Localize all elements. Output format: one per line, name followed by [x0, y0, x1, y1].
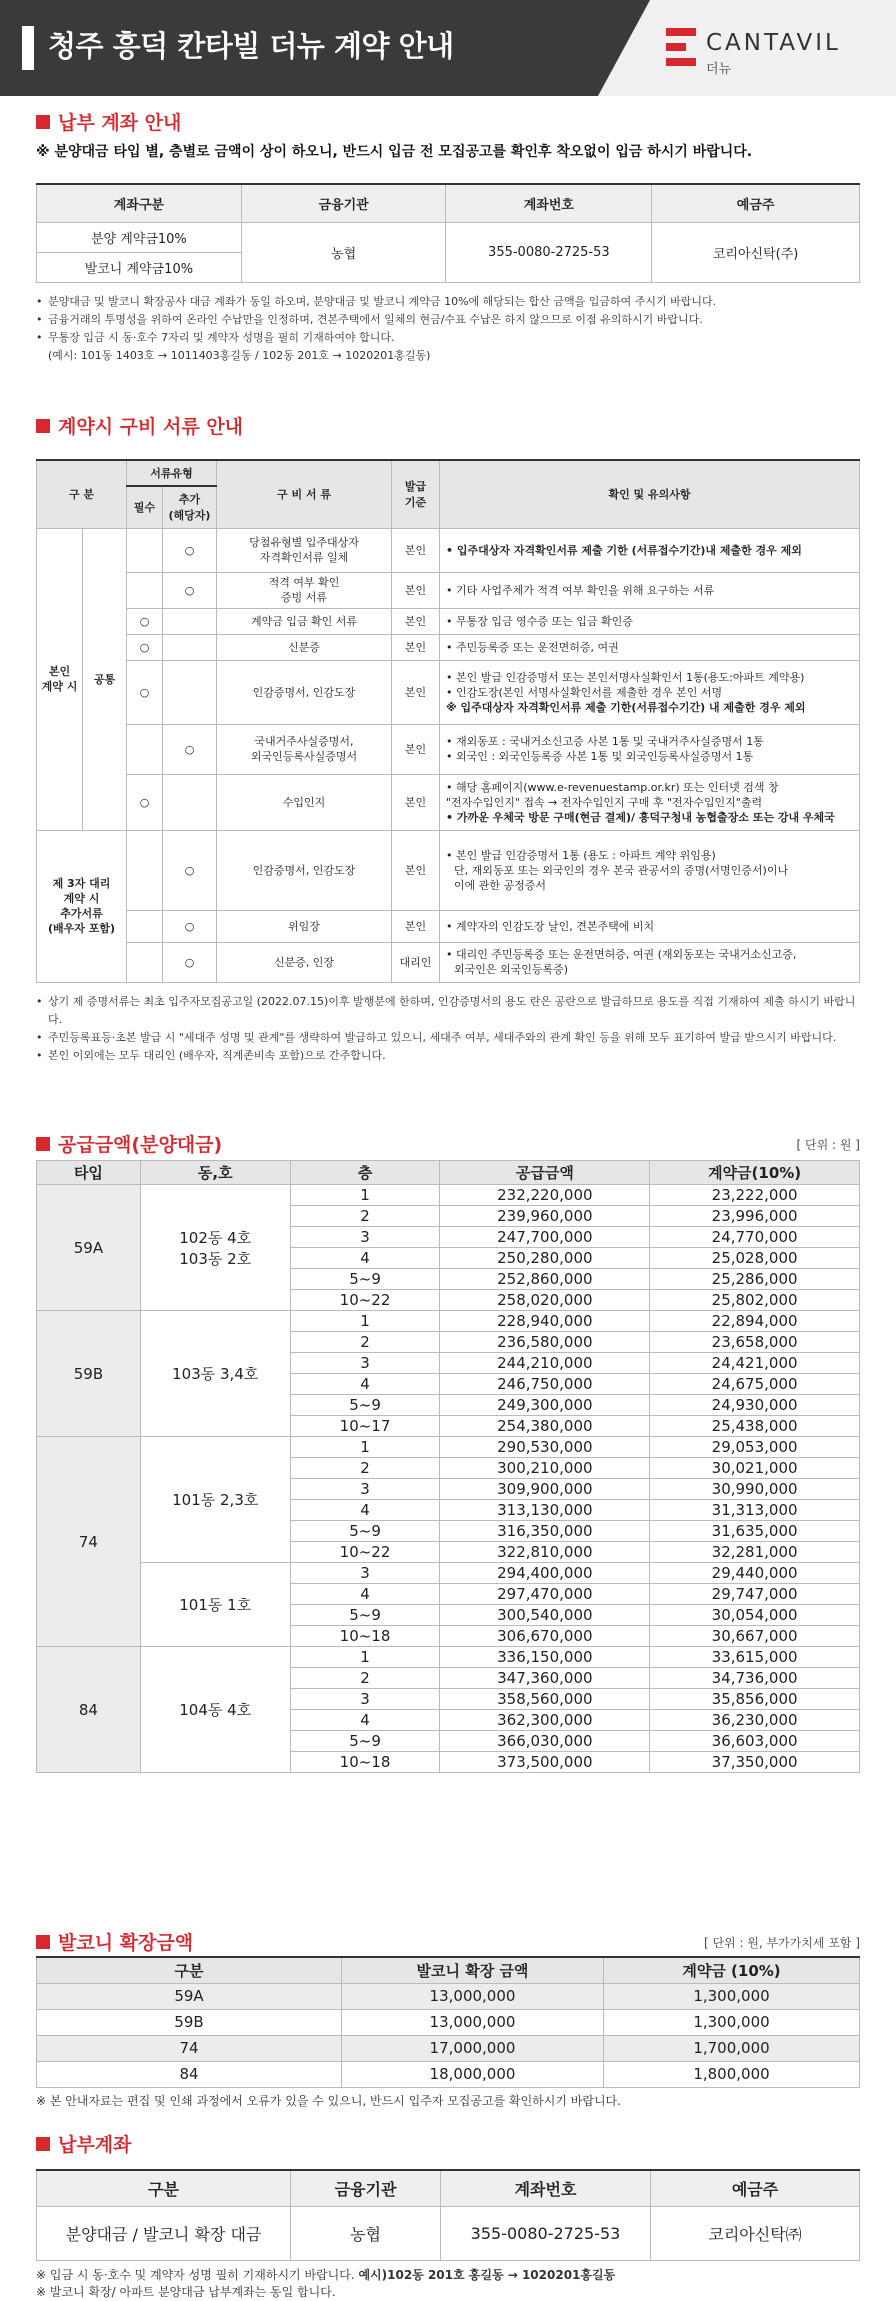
balcony-deposit: 1,800,000 [604, 2061, 860, 2087]
table-header: 금융기관 [241, 184, 446, 222]
doc-basis: 본인 [392, 660, 440, 724]
supply-price: 294,400,000 [440, 1563, 650, 1584]
docs-notes [36, 993, 860, 1065]
supply-deposit: 29,747,000 [650, 1584, 860, 1605]
supply-deposit: 36,230,000 [650, 1710, 860, 1731]
supply-price: 366,030,000 [440, 1731, 650, 1752]
logo-brand: CANTAVIL [706, 30, 841, 56]
mark-cell: ○ [163, 572, 217, 608]
supply-dong-ho: 103동 3,4호 [140, 1311, 290, 1437]
supply-floor: 10~22 [290, 1542, 440, 1563]
supply-price: 239,960,000 [440, 1206, 650, 1227]
doc-note-line: • 본인 발급 인감증명서 1통 (용도 : 아파트 계약 위임용) [446, 848, 716, 862]
table-header: 계좌번호 [446, 184, 652, 222]
supply-floor: 5~9 [290, 1269, 440, 1290]
doc-basis: 대리인 [392, 942, 440, 982]
account-number: 355-0080-2725-53 [446, 222, 652, 282]
balcony-deposit: 1,300,000 [604, 2009, 860, 2035]
supply-price: 362,300,000 [440, 1710, 650, 1731]
doc-name: 인감증명서, 인감도장 [217, 830, 392, 910]
balcony-type: 59A [37, 1983, 342, 2009]
supply-floor: 4 [290, 1248, 440, 1269]
supply-floor: 10~18 [290, 1626, 440, 1647]
supply-price: 249,300,000 [440, 1395, 650, 1416]
supply-deposit: 30,667,000 [650, 1626, 860, 1647]
table-header: 확인 및 유의사항 [440, 460, 860, 528]
supply-deposit: 34,736,000 [650, 1668, 860, 1689]
supply-deposit: 32,281,000 [650, 1542, 860, 1563]
supply-floor: 4 [290, 1584, 440, 1605]
table-header: 공급금액 [440, 1161, 650, 1185]
doc-note-line: "전자수입인지" 접속 → 전자수입인지 구매 후 "전자수입인지"출력 [446, 795, 763, 809]
supply-floor: 5~9 [290, 1395, 440, 1416]
mark-cell [163, 634, 217, 660]
supply-heading: 공급금액(분양대금) [36, 1130, 222, 1157]
account-table [36, 183, 860, 283]
table-row [37, 1647, 860, 1668]
docs-group-proxy: 제 3자 대리 계약 시 추가서류 (배우자 포함) [37, 830, 127, 982]
doc-note-line: 단, 재외동포 또는 외국인의 경우 본국 관공서의 증명(서명인증서)이나 [454, 863, 789, 877]
payment-heading: 납부계좌 [36, 2130, 860, 2157]
mark-cell: ○ [127, 774, 163, 830]
doc-name: 위임장 [217, 910, 392, 942]
table-row [37, 1563, 860, 1584]
doc-note: • 기타 사업주체가 적격 여부 확인을 위해 요구하는 서류 [440, 572, 860, 608]
supply-deposit: 25,438,000 [650, 1416, 860, 1437]
supply-price: 306,670,000 [440, 1626, 650, 1647]
doc-name: 국내거주사실증명서, 외국인등록사실증명서 [217, 724, 392, 774]
doc-name: 신분증 [217, 634, 392, 660]
mark-cell: ○ [127, 634, 163, 660]
doc-note-line: • 해당 홈페이지(www.e-revenuestamp.or.kr) 또는 인터넷 검색 창 [446, 780, 779, 794]
supply-type: 59A [37, 1185, 141, 1311]
supply-price: 236,580,000 [440, 1332, 650, 1353]
table-header: 추가 (해당자) [163, 486, 217, 528]
supply-floor: 10~22 [290, 1290, 440, 1311]
docs-section [36, 412, 860, 1065]
square-bullet-icon [36, 2137, 50, 2151]
balcony-deposit: 1,700,000 [604, 2035, 860, 2061]
supply-price: 232,220,000 [440, 1185, 650, 1206]
table-header: 타입 [37, 1161, 141, 1185]
supply-deposit: 25,802,000 [650, 1290, 860, 1311]
logo-mark-icon [666, 28, 696, 66]
supply-floor: 1 [290, 1311, 440, 1332]
doc-note-line: • 외국인 : 외국인등록증 사본 1통 및 외국인등록사실증명서 1통 [446, 750, 754, 763]
doc-note-line: • 본인 발급 인감증명서 또는 본인서명사실확인서 1통(용도:아파트 계약용) [446, 670, 805, 684]
balcony-type: 74 [37, 2035, 342, 2061]
payment-category: 분양대금 / 발코니 확장 대금 [37, 2206, 291, 2260]
mark-cell: ○ [127, 608, 163, 634]
supply-price: 313,130,000 [440, 1500, 650, 1521]
supply-deposit: 24,770,000 [650, 1227, 860, 1248]
supply-price: 247,700,000 [440, 1227, 650, 1248]
supply-deposit: 33,615,000 [650, 1647, 860, 1668]
supply-deposit: 37,350,000 [650, 1752, 860, 1773]
table-header: 예금주 [652, 184, 860, 222]
mark-cell [127, 724, 163, 774]
mark-cell: ○ [127, 660, 163, 724]
supply-dong-ho: 104동 4호 [140, 1647, 290, 1773]
supply-floor: 3 [290, 1689, 440, 1710]
table-header: 계좌구분 [37, 184, 242, 222]
supply-table-body [37, 1185, 860, 1773]
table-header: 예금주 [651, 2170, 860, 2206]
mark-cell [127, 910, 163, 942]
doc-note: • 입주대상자 자격확인서류 제출 기한 (서류접수기간)내 제출한 경우 제외 [440, 528, 860, 572]
supply-price: 254,380,000 [440, 1416, 650, 1437]
doc-note-line: • 재외동포 : 국내거소신고증 사본 1통 및 국내거주사실증명서 1통 [446, 735, 764, 748]
account-section [36, 108, 860, 365]
table-row [37, 1437, 860, 1458]
supply-price: 316,350,000 [440, 1521, 650, 1542]
supply-floor: 1 [290, 1437, 440, 1458]
balcony-table [36, 1956, 860, 2088]
supply-floor: 2 [290, 1668, 440, 1689]
doc-note: • 계약자의 인감도장 날인, 견본주택에 비치 [440, 910, 860, 942]
balcony-table-wrap [36, 1956, 860, 2110]
doc-basis: 본인 [392, 572, 440, 608]
supply-deposit: 35,856,000 [650, 1689, 860, 1710]
doc-name: 계약금 입금 확인 서류 [217, 608, 392, 634]
mark-cell [127, 528, 163, 572]
supply-floor: 4 [290, 1500, 440, 1521]
supply-type: 74 [37, 1437, 141, 1647]
table-header: 층 [290, 1161, 440, 1185]
supply-price: 250,280,000 [440, 1248, 650, 1269]
account-row-label: 발코니 계약금10% [37, 252, 242, 282]
doc-note [440, 660, 860, 724]
doc-basis: 본인 [392, 608, 440, 634]
table-row [37, 1983, 860, 2009]
mark-cell: ○ [163, 528, 217, 572]
supply-dong-ho: 102동 4호 103동 2호 [140, 1185, 290, 1311]
supply-deposit: 24,421,000 [650, 1353, 860, 1374]
note-item: • 주민등록표등·초본 발급 시 "세대주 성명 및 관계"를 생략하여 발급하고 있으니, 세대주 여부, 세대주와의 관계 확인 등을 위해 모두 표기하여 발급 받으시기 바랍니다. [36, 1029, 860, 1047]
table-header: 계약금(10%) [650, 1161, 860, 1185]
supply-floor: 2 [290, 1206, 440, 1227]
table-row [37, 2061, 860, 2087]
supply-table [36, 1160, 860, 1773]
table-header: 계좌번호 [441, 2170, 651, 2206]
note-item: • 무통장 입금 시 동·호수 7자리 및 계약자 성명을 필히 기재하여야 합니다. [36, 329, 860, 347]
supply-type: 59B [37, 1311, 141, 1437]
supply-deposit: 31,313,000 [650, 1500, 860, 1521]
supply-section [36, 1130, 222, 1157]
doc-basis: 본인 [392, 910, 440, 942]
doc-note-line: • 대리인 주민등록증 또는 운전면허증, 여권 (재외동포는 국내거소신고증, [446, 948, 797, 961]
docs-heading: 계약시 구비 서류 안내 [36, 412, 860, 439]
doc-note-line: 이에 관한 공정증서 [454, 878, 547, 892]
doc-note [440, 774, 860, 830]
supply-deposit: 24,675,000 [650, 1374, 860, 1395]
account-heading: 납부 계좌 안내 [36, 108, 860, 135]
balcony-price: 13,000,000 [342, 1983, 604, 2009]
supply-price: 358,560,000 [440, 1689, 650, 1710]
supply-price: 300,540,000 [440, 1605, 650, 1626]
mark-cell [163, 774, 217, 830]
doc-note-line: • 인감도장(본인 서명사실확인서를 제출한 경우 본인 서명 [446, 685, 723, 699]
supply-price: 244,210,000 [440, 1353, 650, 1374]
doc-name: 수입인지 [217, 774, 392, 830]
supply-deposit: 23,222,000 [650, 1185, 860, 1206]
square-bullet-icon [36, 419, 50, 433]
square-bullet-icon [36, 1935, 50, 1949]
mark-cell [127, 942, 163, 982]
table-header: 계약금 (10%) [604, 1957, 860, 1983]
doc-basis: 본인 [392, 724, 440, 774]
supply-deposit: 30,990,000 [650, 1479, 860, 1500]
doc-basis: 본인 [392, 528, 440, 572]
supply-deposit: 29,440,000 [650, 1563, 860, 1584]
mark-cell: ○ [163, 724, 217, 774]
docs-group-common: 공통 [83, 528, 127, 830]
balcony-table-body [37, 1983, 860, 2087]
note-item: • 금융거래의 투명성을 위하여 온라인 수납만을 인정하며, 견본주택에서 일체의 현금/수표 수납은 하지 않으므로 이점 유의하시기 바랍니다. [36, 311, 860, 329]
doc-note-line: • 가까운 우체국 방문 구매(현금 결제)/ 흥덕구청내 농협출장소 또는 강내 우체국 [446, 810, 835, 824]
account-notes [36, 293, 860, 365]
balcony-price: 13,000,000 [342, 2009, 604, 2035]
note-item: • 상기 제 증명서류는 최초 입주자모집공고일 (2022.07.15)이후 발행분에 한하며, 인감증명서의 용도 란은 공란으로 발급하므로 용도를 직접 기재하여 제출 하시기 바랍니다. [36, 993, 860, 1029]
supply-deposit: 30,021,000 [650, 1458, 860, 1479]
table-header: 발코니 확장 금액 [342, 1957, 604, 1983]
supply-table-wrap [36, 1160, 860, 1773]
mark-cell: ○ [163, 910, 217, 942]
doc-note [440, 830, 860, 910]
doc-basis: 본인 [392, 774, 440, 830]
supply-deposit: 31,635,000 [650, 1521, 860, 1542]
supply-price: 373,500,000 [440, 1752, 650, 1773]
table-header: 구분 [37, 2170, 291, 2206]
supply-price: 347,360,000 [440, 1668, 650, 1689]
supply-floor: 10~18 [290, 1752, 440, 1773]
balcony-unit: [ 단위 : 원, 부가가치세 포함 ] [703, 1936, 860, 1950]
supply-floor: 3 [290, 1479, 440, 1500]
supply-floor: 4 [290, 1710, 440, 1731]
docs-group-self: 본인 계약 시 [37, 528, 83, 830]
doc-name: 신분증, 인장 [217, 942, 392, 982]
balcony-type: 84 [37, 2061, 342, 2087]
table-row [37, 1311, 860, 1332]
supply-price: 228,940,000 [440, 1311, 650, 1332]
supply-deposit: 36,603,000 [650, 1731, 860, 1752]
payment-notes [36, 2267, 860, 2301]
doc-note-line: 외국인은 외국인등록증) [454, 963, 569, 976]
account-bank: 농협 [241, 222, 446, 282]
logo-sub: 더뉴 [706, 62, 732, 77]
table-header: 서류유형 [127, 460, 217, 486]
account-lead-text: ※ 분양대금 타입 별, 층별로 금액이 상이 하오니, 반드시 입금 전 모집공고를 확인후 착오없이 입금 하시기 바랍니다. [36, 144, 753, 160]
supply-type: 84 [37, 1647, 141, 1773]
note-item: • 분양대금 및 발코니 확장공사 대금 계좌가 동일 하오며, 분양대금 및 발코니 계약금 10%에 해당되는 합산 금액을 입금하여 주시기 바랍니다. [36, 293, 860, 311]
table-header: 구 분 [37, 460, 127, 528]
supply-floor: 5~9 [290, 1605, 440, 1626]
supply-floor: 10~17 [290, 1416, 440, 1437]
supply-deposit: 30,054,000 [650, 1605, 860, 1626]
balcony-section [36, 1928, 193, 1955]
supply-deposit: 22,894,000 [650, 1311, 860, 1332]
supply-dong-ho: 101동 1호 [140, 1563, 290, 1647]
note-example: (예시: 101동 1403호 → 1011403홍길동 / 102동 201호 → 1020201홍길동) [48, 348, 431, 362]
supply-price: 336,150,000 [440, 1647, 650, 1668]
supply-floor: 2 [290, 1458, 440, 1479]
supply-price: 252,860,000 [440, 1269, 650, 1290]
supply-floor: 1 [290, 1185, 440, 1206]
supply-price: 300,210,000 [440, 1458, 650, 1479]
table-header: 금융기관 [291, 2170, 441, 2206]
supply-deposit: 23,996,000 [650, 1206, 860, 1227]
table-row [37, 2035, 860, 2061]
balcony-note: ※ 본 안내자료는 편집 및 인쇄 과정에서 오류가 있을 수 있으니, 반드시 입주자 모집공고를 확인하시기 바랍니다. [36, 2093, 621, 2108]
doc-basis: 본인 [392, 634, 440, 660]
supply-floor: 2 [290, 1332, 440, 1353]
payment-number: 355-0080-2725-53 [441, 2206, 651, 2260]
note-item: • 본인 이외에는 모두 대리인 (배우자, 직계존비속 포함)으로 간주합니다. [36, 1047, 860, 1065]
payment-holder: 코리아신탁㈜ [651, 2206, 860, 2260]
header-accent-bar [22, 26, 34, 70]
account-holder: 코리아신탁(주) [652, 222, 860, 282]
doc-basis: 본인 [392, 830, 440, 910]
table-header: 동,호 [140, 1161, 290, 1185]
table-header: 구분 [37, 1957, 342, 1983]
supply-unit: [ 단위 : 원 ] [796, 1138, 860, 1152]
table-header: 필수 [127, 486, 163, 528]
account-row-label: 분양 계약금10% [37, 222, 242, 252]
supply-floor: 3 [290, 1353, 440, 1374]
doc-note: • 주민등록증 또는 운전면허증, 여권 [440, 634, 860, 660]
balcony-deposit: 1,300,000 [604, 1983, 860, 2009]
docs-table [36, 459, 860, 983]
supply-dong-ho: 101동 2,3호 [140, 1437, 290, 1563]
supply-price: 246,750,000 [440, 1374, 650, 1395]
balcony-type: 59B [37, 2009, 342, 2035]
supply-deposit: 23,658,000 [650, 1332, 860, 1353]
supply-deposit: 25,028,000 [650, 1248, 860, 1269]
mark-cell: ○ [163, 942, 217, 982]
table-row [37, 2009, 860, 2035]
table-header: 발급 기준 [392, 460, 440, 528]
payment-table [36, 2169, 860, 2261]
supply-floor: 1 [290, 1647, 440, 1668]
mark-cell [163, 608, 217, 634]
doc-name: 인감증명서, 인감도장 [217, 660, 392, 724]
balcony-price: 18,000,000 [342, 2061, 604, 2087]
doc-note: • 무통장 입금 영수증 또는 입금 확인증 [440, 608, 860, 634]
balcony-heading: 발코니 확장금액 [36, 1928, 193, 1955]
cantavil-logo [666, 28, 856, 78]
page-title: 청주 흥덕 칸타빌 더뉴 계약 안내 [48, 29, 454, 63]
doc-note [440, 942, 860, 982]
mark-cell [127, 830, 163, 910]
table-header: 구 비 서 류 [217, 460, 392, 528]
supply-floor: 5~9 [290, 1521, 440, 1542]
supply-price: 322,810,000 [440, 1542, 650, 1563]
balcony-price: 17,000,000 [342, 2035, 604, 2061]
payment-note-1: ※ 입금 시 동·호수 및 계약자 성명 필히 기재하시기 바랍니다. 예시)102동 201호 홍길동 → 1020201홍길동 [36, 2267, 616, 2282]
supply-price: 290,530,000 [440, 1437, 650, 1458]
doc-name: 당첨유형별 입주대상자 자격확인서류 일체 [217, 528, 392, 572]
doc-name: 적격 여부 확인 증빙 서류 [217, 572, 392, 608]
supply-floor: 3 [290, 1563, 440, 1584]
supply-floor: 5~9 [290, 1731, 440, 1752]
supply-price: 258,020,000 [440, 1290, 650, 1311]
supply-deposit: 29,053,000 [650, 1437, 860, 1458]
header-banner [0, 0, 896, 96]
supply-deposit: 25,286,000 [650, 1269, 860, 1290]
mark-cell [163, 660, 217, 724]
table-row [37, 1185, 860, 1206]
supply-floor: 3 [290, 1227, 440, 1248]
supply-price: 309,900,000 [440, 1479, 650, 1500]
payment-section [36, 2130, 860, 2301]
mark-cell [127, 572, 163, 608]
square-bullet-icon [36, 115, 50, 129]
payment-bank: 농협 [291, 2206, 441, 2260]
supply-price: 297,470,000 [440, 1584, 650, 1605]
payment-note-2: ※ 발코니 확장/ 아파트 분양대금 납부계좌는 동일 합니다. [36, 2284, 336, 2299]
mark-cell: ○ [163, 830, 217, 910]
square-bullet-icon [36, 1137, 50, 1151]
supply-floor: 4 [290, 1374, 440, 1395]
supply-deposit: 24,930,000 [650, 1395, 860, 1416]
doc-note [440, 724, 860, 774]
doc-note-line: ※ 입주대상자 자격확인서류 제출 기한(서류접수기간) 내 제출한 경우 제외 [446, 700, 806, 714]
